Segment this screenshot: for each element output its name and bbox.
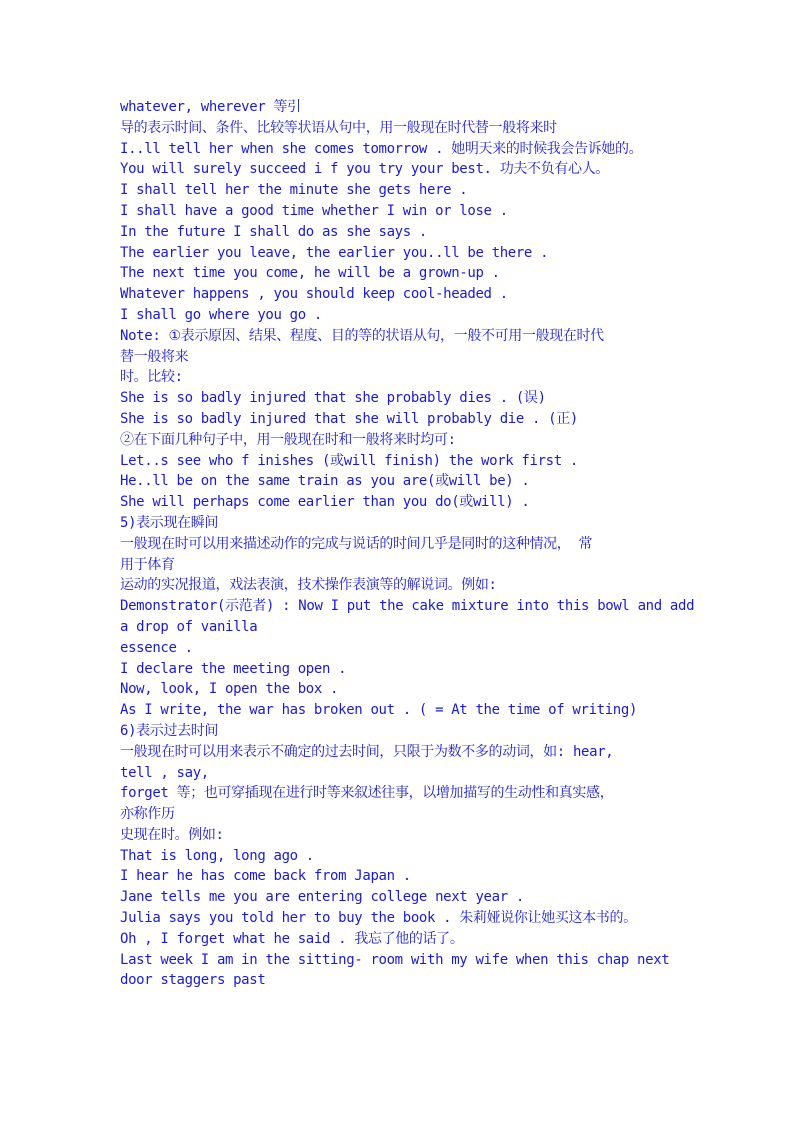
text-line: I..ll tell her when she comes tomorrow . 她明天来的时候我会告诉她的。 (120, 140, 643, 157)
document-body (120, 97, 710, 991)
text-line: Jane tells me you are entering college next year . (120, 889, 524, 906)
text-line: 5)表示现在瞬间 (120, 514, 219, 531)
text-line: 运动的实况报道，戏法表演，技术操作表演等的解说词。例如: (120, 577, 497, 594)
text-line: 用于体育 (120, 556, 175, 573)
text-line: He..ll be on the same train as you are(或will be) . (120, 473, 530, 490)
text-line: Julia says you told her to buy the book . 朱莉娅说你让她买这本书的。 (120, 910, 637, 927)
text-line: essence . (120, 639, 193, 656)
text-line: 时。比较: (120, 369, 183, 386)
text-line: The earlier you leave, the earlier you..ll be there . (120, 244, 549, 261)
text-line: I hear he has come back from Japan . (120, 868, 411, 885)
text-line: tell , say, (120, 764, 209, 781)
text-line: door staggers past (120, 972, 266, 989)
text-line: Let..s see who f inishes (或will finish) the work first . (120, 452, 578, 469)
text-line: Last week I am in the sitting- room with my wife when this chap next (120, 951, 670, 968)
text-line: whatever, wherever 等引 (120, 99, 301, 115)
text-line: I shall tell her the minute she gets here . (120, 182, 468, 199)
text-line: She is so badly injured that she probably dies . (误) (120, 390, 546, 407)
text-line: Whatever happens , you should keep cool-headed . (120, 286, 508, 303)
text-line: Note: ①表示原因、结果、程度、目的等的状语从句，一般不可用一般现在时代 (120, 327, 604, 344)
text-line: The next time you come, he will be a grown-up . (120, 265, 500, 282)
text-line: 一般现在时可以用来表示不确定的过去时间，只限于为数不多的动词，如: hear, (120, 743, 614, 760)
text-line: She will perhaps come earlier than you do(或will) . (120, 494, 530, 511)
text-line: 6)表示过去时间 (120, 722, 219, 739)
text-line: 替一般将来 (120, 348, 189, 365)
text-line: a drop of vanilla (120, 618, 258, 635)
text-line: I shall go where you go . (120, 306, 322, 323)
text-line: 亦称作历 (120, 806, 175, 823)
text-line: Oh , I forget what he said . 我忘了他的话了。 (120, 930, 464, 947)
text-line: I shall have a good time whether I win or lose . (120, 202, 508, 219)
text-line: 一般现在时可以用来描述动作的完成与说话的时间几乎是同时的这种情况， 常 (120, 535, 593, 552)
text-line: She is so badly injured that she will probably die . (正) (120, 410, 578, 427)
text-line: forget 等；也可穿插现在进行时等来叙述往事，以增加描写的生动性和真实感， (120, 785, 614, 802)
text-line: ②在下面几种句子中，用一般现在时和一般将来时均可: (120, 431, 456, 448)
text-line: As I write, the war has broken out . ( = At the time of writing) (120, 702, 638, 719)
text-line: Now, look, I open the box . (120, 681, 339, 698)
text-line: Demonstrator(示范者) : Now I put the cake mixture into this bowl and add (120, 598, 695, 615)
text-line: You will surely succeed i f you try your best. 功夫不负有心人。 (120, 161, 609, 178)
text-line: 史现在时。例如: (120, 826, 224, 843)
text-line: In the future I shall do as she says . (120, 223, 427, 240)
text-line: That is long, long ago . (120, 847, 314, 864)
text-line: I declare the meeting open . (120, 660, 347, 677)
text-line: 导的表示时间、条件、比较等状语从句中，用一般现在时代替一般将来时 (120, 119, 557, 136)
